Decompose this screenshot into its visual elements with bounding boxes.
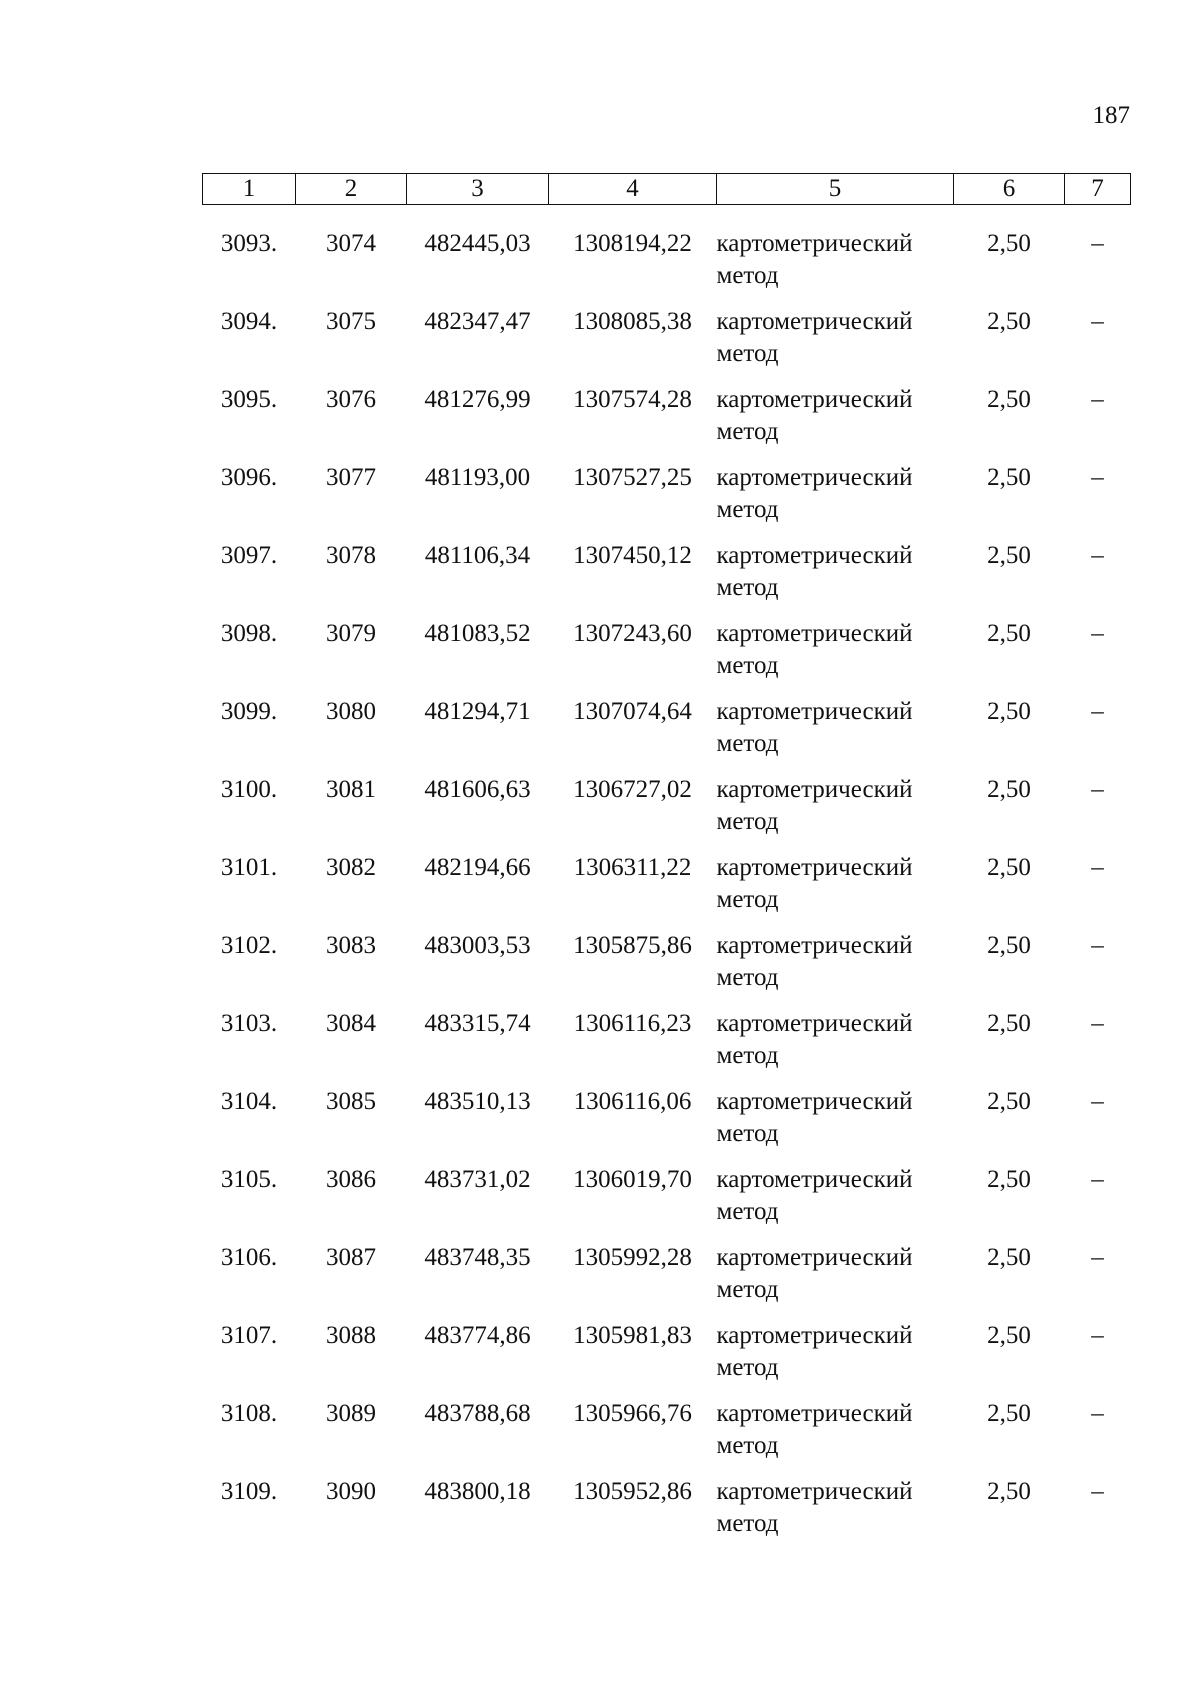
method-line-1: картометрический xyxy=(716,1400,913,1427)
table-row xyxy=(203,1080,1131,1158)
coordinate-y: 1307450,12 xyxy=(573,542,692,569)
row-index: 3097. xyxy=(220,542,278,569)
point-number: 3080 xyxy=(326,698,376,725)
coordinate-x: 481193,00 xyxy=(424,464,531,491)
coordinate-x: 482445,03 xyxy=(424,230,531,257)
coordinates-table xyxy=(202,173,1131,1548)
table-row xyxy=(203,924,1131,1002)
note-dash: – xyxy=(1091,932,1104,959)
method-line-1: картометрический xyxy=(716,620,913,647)
header-col-6: 6 xyxy=(954,174,1065,205)
accuracy-value: 2,50 xyxy=(987,698,1031,725)
method-line-1: картометрический xyxy=(716,1010,913,1037)
accuracy-value: 2,50 xyxy=(987,542,1031,569)
table-row xyxy=(203,205,1131,301)
method-line-2: метод xyxy=(716,1042,779,1069)
note-dash: – xyxy=(1091,1322,1104,1349)
method-cell xyxy=(717,1002,954,1080)
note-dash: – xyxy=(1091,230,1104,257)
accuracy-value: 2,50 xyxy=(987,776,1031,803)
coordinate-y: 1307574,28 xyxy=(573,386,692,413)
method-line-1: картометрический xyxy=(716,308,913,335)
note-dash: – xyxy=(1091,1478,1104,1505)
coordinate-y: 1305875,86 xyxy=(573,932,692,959)
note-dash: – xyxy=(1091,1088,1104,1115)
method-line-2: метод xyxy=(716,262,779,289)
method-line-1: картометрический xyxy=(716,698,913,725)
point-number: 3077 xyxy=(326,464,376,491)
coordinate-y: 1308085,38 xyxy=(573,308,692,335)
header-col-1: 1 xyxy=(203,174,296,205)
method-line-1: картометрический xyxy=(716,1088,913,1115)
table-row xyxy=(203,1314,1131,1392)
row-index: 3108. xyxy=(220,1400,278,1427)
method-cell xyxy=(717,300,954,378)
coordinate-x: 481106,34 xyxy=(424,542,531,569)
method-cell xyxy=(717,378,954,456)
row-index: 3107. xyxy=(220,1322,278,1349)
row-index: 3098. xyxy=(220,620,278,647)
note-dash: – xyxy=(1091,776,1104,803)
coordinate-x: 482194,66 xyxy=(424,854,531,881)
note-dash: – xyxy=(1091,1010,1104,1037)
accuracy-value: 2,50 xyxy=(987,1166,1031,1193)
point-number: 3089 xyxy=(326,1400,376,1427)
table-row xyxy=(203,456,1131,534)
accuracy-value: 2,50 xyxy=(987,1244,1031,1271)
method-line-2: метод xyxy=(716,886,779,913)
point-number: 3083 xyxy=(326,932,376,959)
method-line-1: картометрический xyxy=(716,1322,913,1349)
table-row xyxy=(203,300,1131,378)
coordinate-x: 483748,35 xyxy=(424,1244,531,1271)
note-dash: – xyxy=(1091,464,1104,491)
header-col-7: 7 xyxy=(1065,174,1131,205)
accuracy-value: 2,50 xyxy=(987,620,1031,647)
table-row xyxy=(203,690,1131,768)
method-line-2: метод xyxy=(716,652,779,679)
table-row xyxy=(203,1392,1131,1470)
coordinate-x: 483788,68 xyxy=(424,1400,531,1427)
header-col-4: 4 xyxy=(549,174,717,205)
method-line-1: картометрический xyxy=(716,230,913,257)
coordinate-x: 483315,74 xyxy=(424,1010,531,1037)
method-line-1: картометрический xyxy=(716,464,913,491)
row-index: 3095. xyxy=(220,386,278,413)
note-dash: – xyxy=(1091,542,1104,569)
note-dash: – xyxy=(1091,1400,1104,1427)
method-line-2: метод xyxy=(716,1510,779,1537)
point-number: 3087 xyxy=(326,1244,376,1271)
point-number: 3084 xyxy=(326,1010,376,1037)
method-line-2: метод xyxy=(716,1432,779,1459)
table-header xyxy=(203,174,1131,205)
accuracy-value: 2,50 xyxy=(987,932,1031,959)
note-dash: – xyxy=(1091,698,1104,725)
coordinate-y: 1306116,23 xyxy=(573,1010,692,1037)
accuracy-value: 2,50 xyxy=(987,854,1031,881)
header-col-3: 3 xyxy=(407,174,549,205)
coordinate-x: 481606,63 xyxy=(424,776,531,803)
row-index: 3094. xyxy=(220,308,278,335)
method-line-1: картометрический xyxy=(716,1166,913,1193)
table-row xyxy=(203,378,1131,456)
row-index: 3105. xyxy=(220,1166,278,1193)
coordinate-y: 1307074,64 xyxy=(573,698,692,725)
row-index: 3099. xyxy=(220,698,278,725)
method-line-2: метод xyxy=(716,418,779,445)
note-dash: – xyxy=(1091,620,1104,647)
header-col-2: 2 xyxy=(296,174,407,205)
coordinate-x: 482347,47 xyxy=(424,308,531,335)
point-number: 3079 xyxy=(326,620,376,647)
row-index: 3106. xyxy=(220,1244,278,1271)
method-line-1: картометрический xyxy=(716,1244,913,1271)
method-cell xyxy=(717,1236,954,1314)
coordinate-x: 483003,53 xyxy=(424,932,531,959)
method-cell xyxy=(717,1158,954,1236)
method-line-1: картометрический xyxy=(716,386,913,413)
accuracy-value: 2,50 xyxy=(987,464,1031,491)
point-number: 3075 xyxy=(326,308,376,335)
method-line-2: метод xyxy=(716,340,779,367)
table-row xyxy=(203,1236,1131,1314)
table-row xyxy=(203,768,1131,846)
accuracy-value: 2,50 xyxy=(987,1322,1031,1349)
coordinate-x: 483731,02 xyxy=(424,1166,531,1193)
coordinate-x: 481083,52 xyxy=(424,620,531,647)
row-index: 3096. xyxy=(220,464,278,491)
method-cell xyxy=(717,924,954,1002)
method-line-2: метод xyxy=(716,1198,779,1225)
point-number: 3088 xyxy=(326,1322,376,1349)
table-row xyxy=(203,1158,1131,1236)
accuracy-value: 2,50 xyxy=(987,1478,1031,1505)
header-col-5: 5 xyxy=(717,174,954,205)
row-index: 3104. xyxy=(220,1088,278,1115)
coordinate-y: 1307527,25 xyxy=(573,464,692,491)
coordinate-x: 481276,99 xyxy=(424,386,531,413)
accuracy-value: 2,50 xyxy=(987,386,1031,413)
coordinate-x: 483510,13 xyxy=(424,1088,531,1115)
note-dash: – xyxy=(1091,1166,1104,1193)
row-index: 3102. xyxy=(220,932,278,959)
method-cell xyxy=(717,846,954,924)
row-index: 3103. xyxy=(220,1010,278,1037)
point-number: 3081 xyxy=(326,776,376,803)
accuracy-value: 2,50 xyxy=(987,1088,1031,1115)
page-number: 187 xyxy=(1092,102,1130,129)
method-line-2: метод xyxy=(716,1354,779,1381)
note-dash: – xyxy=(1091,308,1104,335)
coordinate-y: 1305966,76 xyxy=(573,1400,692,1427)
method-line-2: метод xyxy=(716,964,779,991)
method-cell xyxy=(717,456,954,534)
method-cell xyxy=(717,1080,954,1158)
row-index: 3101. xyxy=(220,854,278,881)
point-number: 3085 xyxy=(326,1088,376,1115)
coordinate-y: 1306116,06 xyxy=(573,1088,692,1115)
method-cell xyxy=(717,205,954,301)
method-line-2: метод xyxy=(716,1120,779,1147)
point-number: 3074 xyxy=(326,230,376,257)
point-number: 3090 xyxy=(326,1478,376,1505)
row-index: 3100. xyxy=(220,776,278,803)
method-cell xyxy=(717,768,954,846)
accuracy-value: 2,50 xyxy=(987,1010,1031,1037)
coordinate-x: 483800,18 xyxy=(424,1478,531,1505)
method-cell xyxy=(717,1470,954,1548)
coordinate-x: 481294,71 xyxy=(424,698,531,725)
method-cell xyxy=(717,690,954,768)
method-line-1: картометрический xyxy=(716,542,913,569)
point-number: 3086 xyxy=(326,1166,376,1193)
coordinate-y: 1305952,86 xyxy=(573,1478,692,1505)
accuracy-value: 2,50 xyxy=(987,308,1031,335)
table-body xyxy=(203,205,1131,1549)
coordinate-y: 1308194,22 xyxy=(573,230,692,257)
row-index: 3093. xyxy=(220,230,278,257)
note-dash: – xyxy=(1091,854,1104,881)
coordinate-x: 483774,86 xyxy=(424,1322,531,1349)
coordinate-y: 1307243,60 xyxy=(573,620,692,647)
method-line-2: метод xyxy=(716,808,779,835)
method-line-2: метод xyxy=(716,1276,779,1303)
header-row xyxy=(203,174,1131,205)
point-number: 3078 xyxy=(326,542,376,569)
method-line-1: картометрический xyxy=(716,854,913,881)
coordinate-y: 1306019,70 xyxy=(573,1166,692,1193)
point-number: 3076 xyxy=(326,386,376,413)
table-row xyxy=(203,534,1131,612)
table-row xyxy=(203,1470,1131,1548)
coordinate-y: 1305981,83 xyxy=(573,1322,692,1349)
method-cell xyxy=(717,612,954,690)
table-row xyxy=(203,1002,1131,1080)
method-line-2: метод xyxy=(716,730,779,757)
method-cell xyxy=(717,1392,954,1470)
coordinate-y: 1306311,22 xyxy=(573,854,692,881)
accuracy-value: 2,50 xyxy=(987,1400,1031,1427)
method-line-1: картометрический xyxy=(716,776,913,803)
method-cell xyxy=(717,534,954,612)
method-line-2: метод xyxy=(716,574,779,601)
method-line-1: картометрический xyxy=(716,1478,913,1505)
table-row xyxy=(203,612,1131,690)
note-dash: – xyxy=(1091,1244,1104,1271)
method-cell xyxy=(717,1314,954,1392)
method-line-1: картометрический xyxy=(716,932,913,959)
method-line-2: метод xyxy=(716,496,779,523)
coordinate-y: 1306727,02 xyxy=(573,776,692,803)
coordinate-y: 1305992,28 xyxy=(573,1244,692,1271)
accuracy-value: 2,50 xyxy=(987,230,1031,257)
point-number: 3082 xyxy=(326,854,376,881)
row-index: 3109. xyxy=(220,1478,278,1505)
note-dash: – xyxy=(1091,386,1104,413)
table-row xyxy=(203,846,1131,924)
